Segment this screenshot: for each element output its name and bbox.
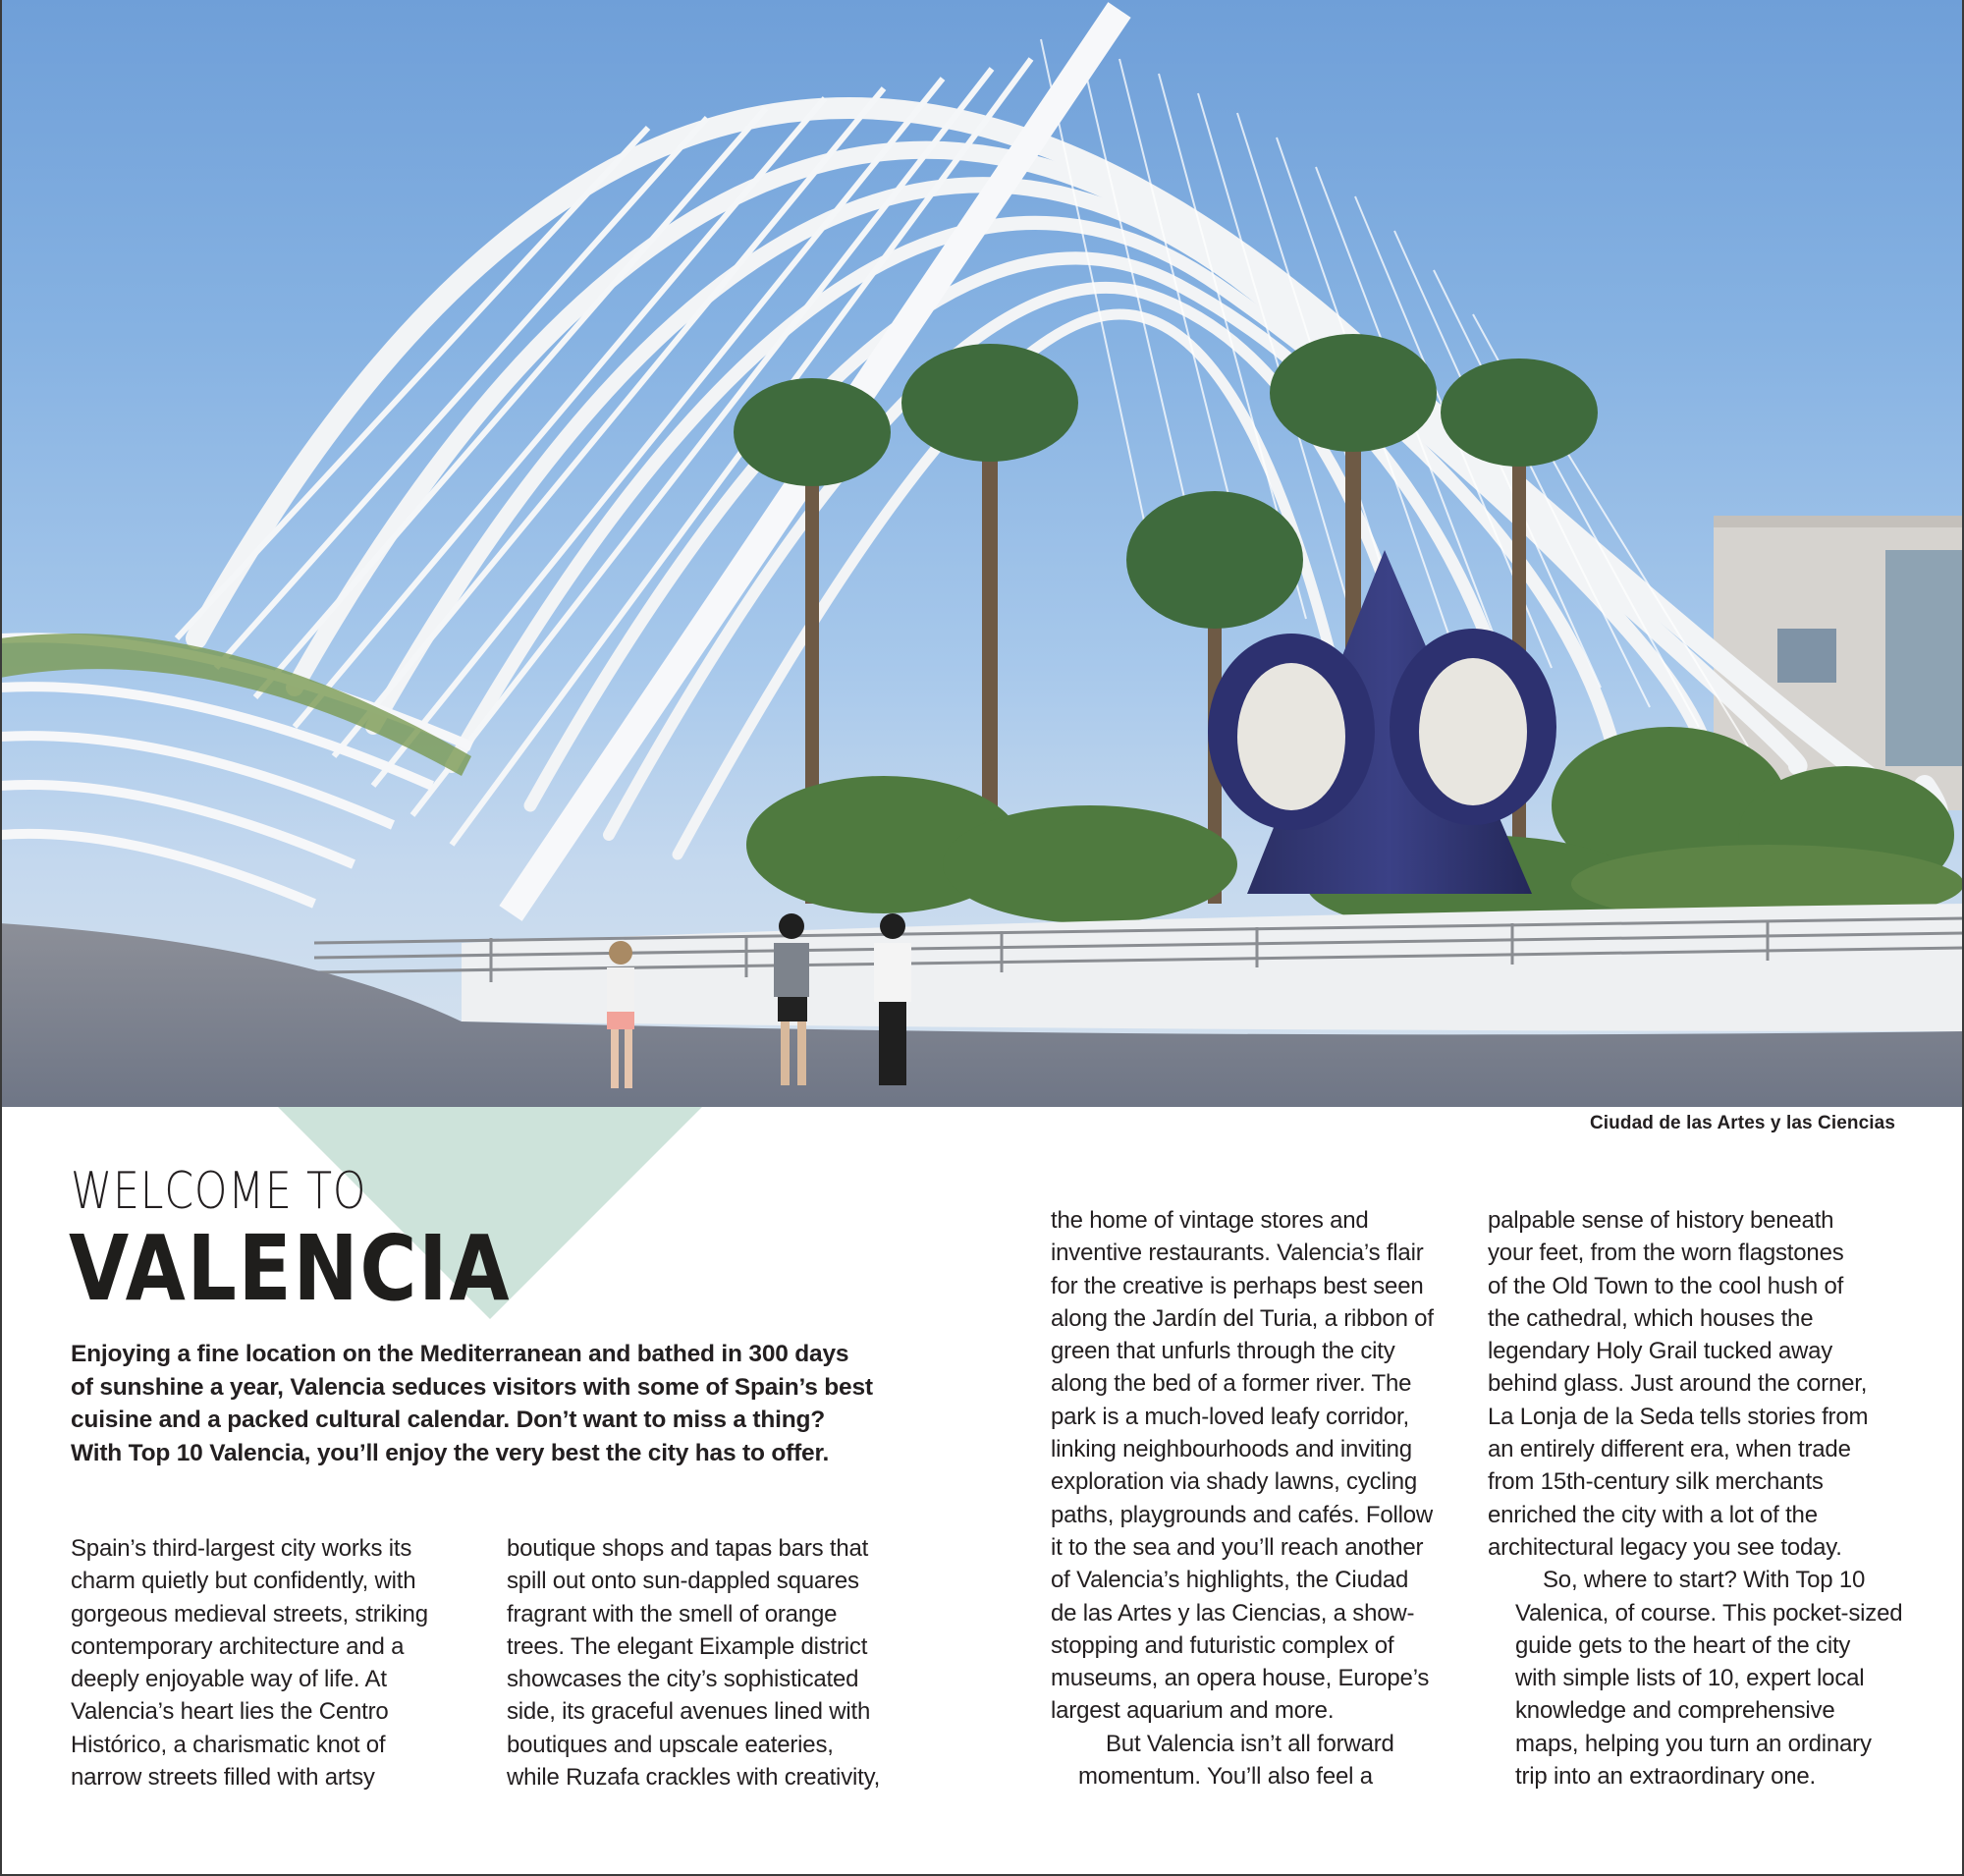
- text-line: with simple lists of 10, expert local: [1515, 1665, 1865, 1692]
- text-line: palpable sense of history beneath: [1488, 1207, 1834, 1234]
- body-column-2: [507, 1532, 919, 1793]
- photo-caption: Ciudad de las Artes y las Ciencias: [1589, 1113, 1895, 1133]
- text-line: for the creative is perhaps best seen: [1051, 1272, 1424, 1299]
- text-line: narrow streets filled with artsy: [71, 1764, 375, 1792]
- text-line: boutique shops and tapas bars that: [507, 1535, 869, 1562]
- text-line: knowledge and comprehensive: [1515, 1697, 1835, 1725]
- text-line: inventive restaurants. Valencia’s flair: [1051, 1240, 1424, 1267]
- text-line: side, its graceful avenues lined with: [507, 1698, 871, 1726]
- intro-line: of sunshine a year, Valencia seduces visitors with some of Spain’s best: [71, 1373, 873, 1401]
- text-line: So, where to start? With Top 10: [1543, 1567, 1866, 1594]
- body-column-1: [71, 1532, 483, 1793]
- text-line: showcases the city’s sophisticated: [507, 1666, 859, 1693]
- text-line: the home of vintage stores and: [1051, 1207, 1369, 1234]
- text-line: contemporary architecture and a: [71, 1632, 405, 1660]
- text-line: deeply enjoyable way of life. At: [71, 1666, 387, 1693]
- text-line: Valenica, of course. This pocket-sized: [1515, 1599, 1903, 1627]
- intro-paragraph: [71, 1338, 955, 1469]
- text-line: park is a much-loved leafy corridor,: [1051, 1403, 1409, 1430]
- text-line: Spain’s third-largest city works its: [71, 1535, 412, 1562]
- text-line: along the bed of a former river. The: [1051, 1370, 1412, 1398]
- text-line: largest aquarium and more.: [1051, 1697, 1335, 1725]
- text-line: green that unfurls through the city: [1051, 1338, 1395, 1365]
- text-line: museums, an opera house, Europe’s: [1051, 1665, 1430, 1692]
- text-line: linking neighbourhoods and inviting: [1051, 1436, 1412, 1463]
- text-line: stopping and futuristic complex of: [1051, 1631, 1394, 1659]
- intro-line: Enjoying a fine location on the Mediterranean and bathed in 300 days: [71, 1341, 849, 1367]
- text-line: of the Old Town to the cool hush of: [1488, 1272, 1844, 1299]
- text-line: while Ruzafa crackles with creativity,: [507, 1764, 881, 1792]
- text-line: enriched the city with a lot of the: [1488, 1501, 1818, 1528]
- heading-kicker: WELCOME TO: [71, 1162, 367, 1221]
- text-line: it to the sea and you’ll reach another: [1051, 1533, 1424, 1561]
- text-line: Valencia’s heart lies the Centro: [71, 1698, 389, 1726]
- text-line: from 15th-century silk merchants: [1488, 1468, 1824, 1496]
- text-line: guide gets to the heart of the city: [1515, 1631, 1851, 1659]
- text-line: exploration via shady lawns, cycling: [1051, 1468, 1417, 1496]
- text-line: trees. The elegant Eixample district: [507, 1632, 868, 1660]
- body-column-4: [1488, 1204, 1903, 1793]
- paragraph: [507, 1532, 919, 1793]
- body-column-3: [1051, 1204, 1463, 1793]
- text-line: along the Jardín del Turia, a ribbon of: [1051, 1304, 1434, 1332]
- intro-line: cuisine and a packed cultural calendar. Don’t want to miss a thing?: [71, 1407, 826, 1433]
- page-title: VALENCIA: [69, 1216, 512, 1321]
- text-line: de las Artes y las Ciencias, a show-: [1051, 1599, 1415, 1627]
- text-line: the cathedral, which houses the: [1488, 1304, 1814, 1332]
- text-line: paths, playgrounds and cafés. Follow: [1051, 1501, 1434, 1528]
- text-line: charm quietly but confidently, with: [71, 1568, 416, 1595]
- text-line: of Valencia’s highlights, the Ciudad: [1051, 1567, 1409, 1594]
- text-line: La Lonja de la Seda tells stories from: [1488, 1403, 1869, 1430]
- paragraph: [71, 1532, 483, 1793]
- intro-line: With Top 10 Valencia, you’ll enjoy the very best the city has to offer.: [71, 1439, 830, 1466]
- text-line: architectural legacy you see today.: [1488, 1533, 1842, 1561]
- text-line: legendary Holy Grail tucked away: [1488, 1338, 1833, 1365]
- paragraph: [1051, 1728, 1463, 1793]
- text-line: maps, helping you turn an ordinary: [1515, 1730, 1872, 1757]
- text-line: an entirely different era, when trade: [1488, 1436, 1851, 1463]
- text-line: your feet, from the worn flagstones: [1488, 1240, 1844, 1267]
- text-line: Histórico, a charismatic knot of: [71, 1731, 386, 1758]
- text-line: boutiques and upscale eateries,: [507, 1731, 834, 1758]
- text-line: fragrant with the smell of orange: [507, 1600, 838, 1628]
- text-line: spill out onto sun-dappled squares: [507, 1568, 859, 1595]
- text-line: trip into an extraordinary one.: [1515, 1763, 1816, 1791]
- paragraph: [1488, 1204, 1900, 1564]
- paragraph: [1488, 1564, 1903, 1793]
- text-line: behind glass. Just around the corner,: [1488, 1370, 1868, 1398]
- text-line: momentum. You’ll also feel a: [1078, 1763, 1373, 1791]
- paragraph: [1051, 1204, 1463, 1728]
- text-line: But Valencia isn’t all forward: [1106, 1730, 1394, 1757]
- text-line: gorgeous medieval streets, striking: [71, 1600, 428, 1628]
